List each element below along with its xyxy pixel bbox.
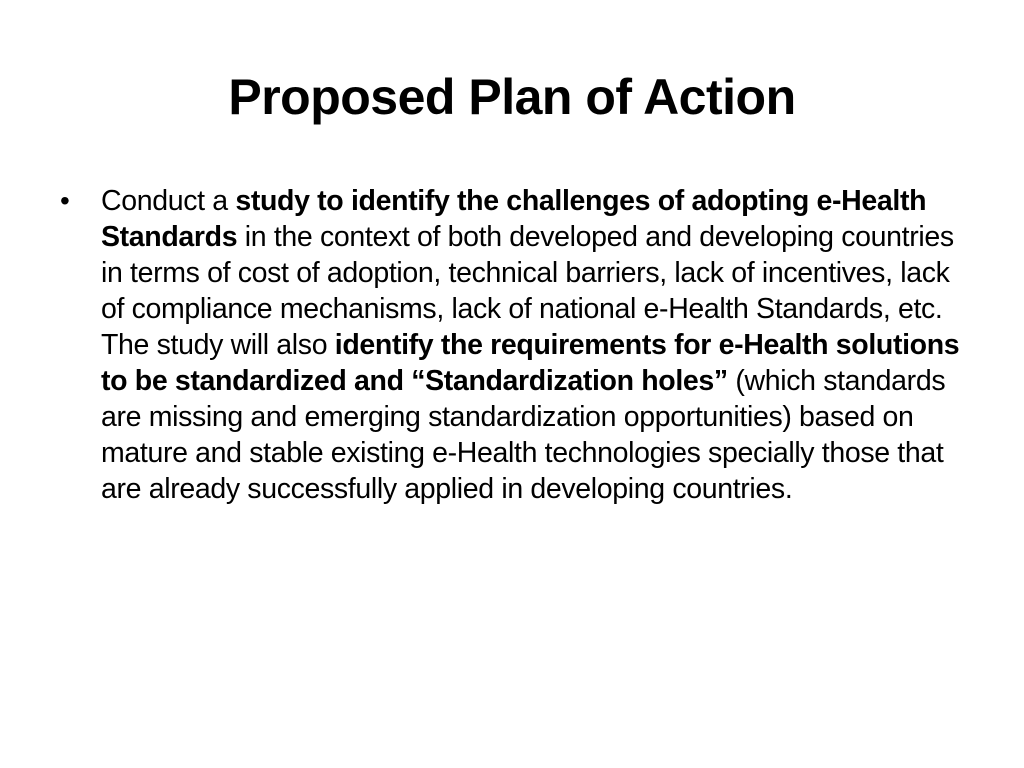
bold-text-segment: identify the requirements for e-Health solutions to be standardized and “Standardization holes” bbox=[101, 329, 960, 397]
bullet-text bbox=[101, 185, 959, 505]
text-segment: in the context of both developed and developing countries in terms of cost of adoption, technical barriers, lack of incentives, lack of compliance mechanisms, lack of national e-Health Standards, etc. The study will also bbox=[101, 221, 954, 361]
text-segment: (which standards are missing and emerging standardization opportunities) based on mature and stable existing e-Health technologies specially those that are already successfully applied in developing countries. bbox=[101, 365, 946, 505]
bold-text-segment: study to identify the challenges of adopting e-Health Standards bbox=[101, 185, 927, 253]
bullet-marker: • bbox=[60, 185, 70, 216]
bullet-list bbox=[56, 183, 968, 507]
slide-title: Proposed Plan of Action bbox=[228, 69, 796, 125]
bullet-item bbox=[56, 183, 968, 507]
text-segment: Conduct a bbox=[101, 185, 236, 217]
